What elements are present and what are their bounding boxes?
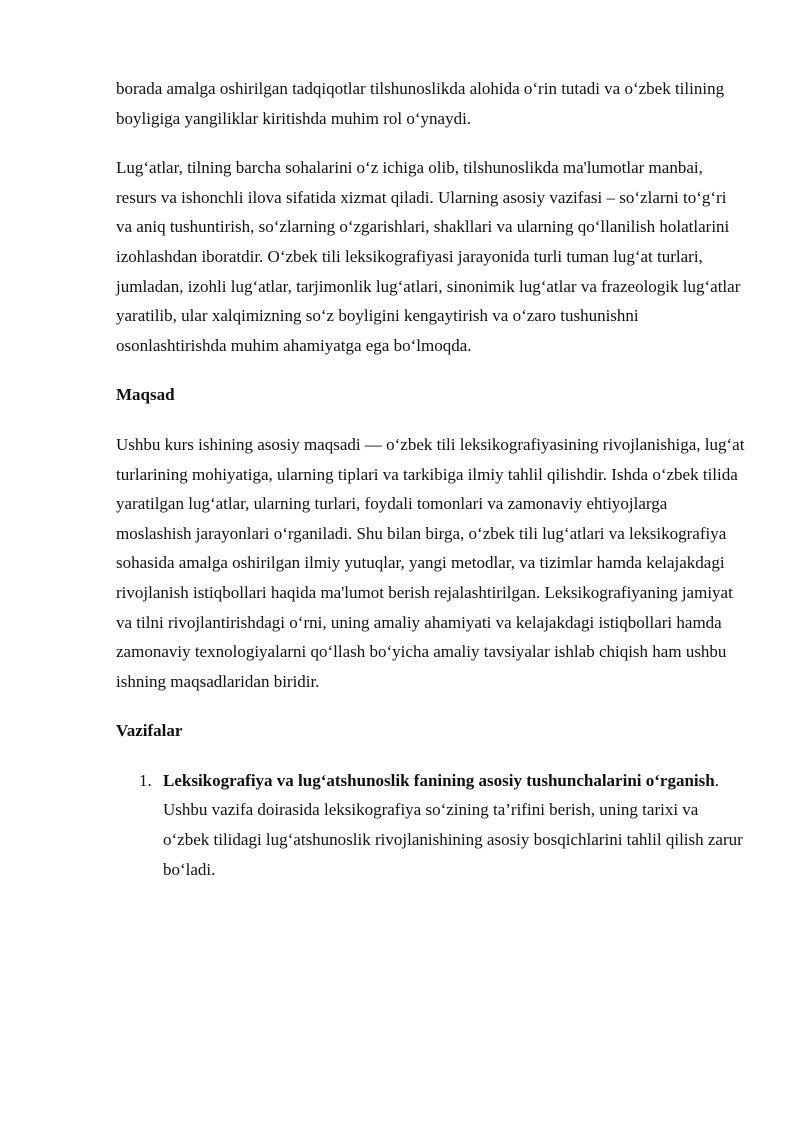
list-item-bold-lead: Leksikografiya va lug‘atshunoslik fanining asosiy tushunchalarini o‘rganish xyxy=(163,770,715,790)
heading-tasks: Vazifalar xyxy=(116,721,183,741)
paragraph-dictionaries: Lug‘atlar, tilning barcha sohalarini o‘z ichiga olib, tilshunoslikda ma'lumotlar manbai, resurs va ishonchli ilova sifatida xizmat qiladi. Ularning asosiy vazifasi – so‘zlarni to‘g‘ri va aniq tushuntirish, so‘zlarning o‘zgarishlari, shakllari va ularning qo‘llanilish holatlarini izohlashdan iboratdir. O‘zbek tili leksikografiyasi jarayonida turli tuman lug‘at turlari, jumladan, izohli lug‘atlar, tarjimonlik lug‘atlari, sinonimik lug‘atlar va frazeologik lug‘atlar yaratilib, ular xalqimizning so‘z boyligini kengaytirish va o‘zaro tushunishni osonlashtirishda muhim ahamiyatga ega bo‘lmoqda. xyxy=(116,158,741,355)
paragraph-goal: Ushbu kurs ishining asosiy maqsadi — o‘zbek tili leksikografiyasining rivojlanishiga, lug‘at turlarining mohiyatiga, ularning tiplari va tarkibiga ilmiy tahlil qilishdir. Ishda o‘zbek tilida yaratilgan lug‘atlar, ularning turlari, foydali tomonlari va zamonaviy ehtiyojlarga moslashish jarayonlari o‘rganiladi. Shu bilan birga, o‘zbek tili lug‘atlari va leksikografiya sohasida amalga oshirilgan ilmiy yutuqlar, yangi metodlar, va tizimlar hamda kelajakdagi rivojlanish istiqbollari haqida ma'lumot berish rejalashtirilgan. Leksikografiyaning jamiyat va tilni rivojlantirishdagi o‘rni, uning amaliy ahamiyati va kelajakdagi istiqbollari hamda zamonaviy texnologiyalarni qo‘llash bo‘yicha amaliy tavsiyalar ishlab chiqish ham ushbu ishning maqsadlaridan biridir. xyxy=(116,434,745,691)
list-item-number: 1. xyxy=(139,770,152,790)
paragraph-intro-continuation: borada amalga oshirilgan tadqiqotlar tilshunoslikda alohida o‘rin tutadi va o‘zbek tilining boyligiga yangiliklar kiritishda muhim rol o‘ynaydi. xyxy=(116,79,725,128)
list-item xyxy=(139,766,746,884)
tasks-list xyxy=(116,766,746,884)
list-item-text: . Ushbu vazifa doirasida leksikografiya so‘zining ta’rifini berish, uning tarixi va o‘zbek tilidagi lug‘atshunoslik rivojlanishining asosiy bosqichlarini tahlil qilish zarur bo‘ladi. xyxy=(163,770,743,879)
heading-goal: Maqsad xyxy=(116,385,175,405)
document-body xyxy=(116,74,746,884)
